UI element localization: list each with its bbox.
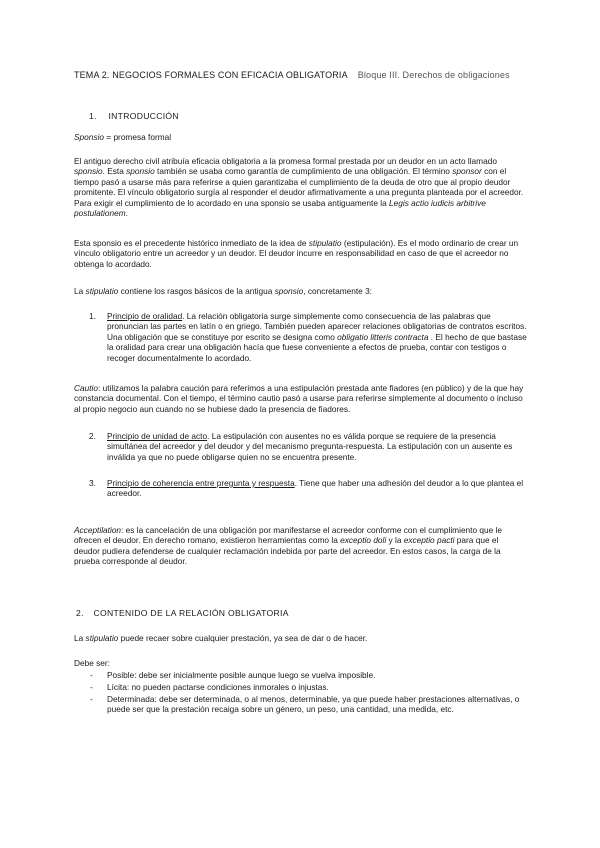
coherencia-text: . Tiene que haber una adhesión del deudor a lo que plantea el acreedor. <box>107 478 524 499</box>
list-dash: - <box>90 670 93 680</box>
p4-text-a: La <box>74 633 86 643</box>
list-item-coherencia <box>107 478 527 499</box>
p4-italic-stipulatio: stipulatio <box>85 633 119 643</box>
acceptilatio-italic-doli: exceptio doli <box>340 535 387 546</box>
list-item-oralidad <box>107 311 527 363</box>
list-item-unidad-acto <box>107 431 527 462</box>
p1-italic-sponsor: sponsor <box>452 166 482 177</box>
acceptilatio-term: Acceptilation <box>74 525 122 535</box>
p3-italic-stipulatio: stipulatio <box>85 286 119 296</box>
sponsio-term: Sponsio <box>74 132 104 142</box>
p4-text-c: puede recaer sobre cualquier prestación, ya sea de dar o de hacer. <box>118 633 368 643</box>
unidad-acto-text: . La estipulación con ausentes no es válida porque se requiere de la presencia simultánea del acreedor y del deudor y del mecanismo pregunta-respuesta. La estipulación con un ausente es inválida ya que no puede obligarse quien no se encuentra presente. <box>107 431 513 462</box>
section-1-heading <box>89 111 179 121</box>
p2-text-a: Esta sponsio es el precedente histórico inmediato de la idea de <box>74 238 309 248</box>
coherencia-title: Principio de coherencia entre pregunta y respuesta <box>107 478 295 488</box>
list-item-posible: Posible: debe ser inicialmente posible aunque luego se vuelva imposible. <box>107 670 376 680</box>
section-2-heading <box>76 608 289 618</box>
oralidad-title: Principio de oralidad <box>107 311 183 321</box>
acceptilatio-text-a: : es la cancelación de una obligación por manifestarse el acreedor conforme con el cumplimiento que le ofrecen el deudor. En derecho romano, existieron herramientas como la <box>74 525 502 546</box>
section-1-title: INTRODUCCIÓN <box>108 111 179 121</box>
p1-text-e: también se usaba como garantía de cumplimiento de una obligación. El término <box>154 166 453 177</box>
acceptilatio-text-e: para que el deudor pudiera defenderse de cualquier reclamación indebida por parte del acreedor. En estos casos, la carga de la prueba corresponde al deudor. <box>74 535 501 567</box>
page-header <box>74 70 510 80</box>
paragraph-stipulatio <box>74 238 526 269</box>
unidad-acto-title: Principio de unidad de acto <box>107 431 208 441</box>
oralidad-italic: obligatio litteris contracta <box>337 331 429 342</box>
cautio-text: : utilizamos la palabra caución para referimos a una estipulación prestada ante fiadores (en público) y de la que hay constancia documental. Con el tiempo, el término cautio pasó a usarse para referirse simplemente al documento o incluso al propio negocio aun cuando no se hubiese dado la presencia de fiadores. <box>74 383 524 414</box>
p2-italic-stipulatio: stipulatio <box>308 238 342 248</box>
p1-italic-sponsio-2: sponsio <box>126 166 155 177</box>
acceptilatio-text-c: y la <box>386 535 404 546</box>
oralidad-text-a: . La relación obligatoria surge simplemente como consecuencia de las palabras que pronuncian las partes en latín o en griego. También pueden aparecer relaciones obligatorias de contratos escritos. Una obligación que se constituye por escrito se designa como <box>107 311 527 342</box>
p1-text-a: El antiguo derecho civil atribuía eficacia obligatoria a la promesa formal prestada por un deudor en un acto llamado <box>74 156 497 166</box>
paragraph-rasgos <box>74 286 526 296</box>
acceptilatio-italic-pacti: exceptio pacti <box>403 535 455 546</box>
paragraph-prestacion <box>74 633 526 643</box>
oralidad-text-c: . El hecho de que bastase la oralidad para crear una obligación hacía que fuese conveniente a efectos de prueba, contar con testigos o recoger documentalmente lo acordado. <box>107 331 527 363</box>
list-dash: - <box>90 694 93 704</box>
list-item-number-2: 2. <box>89 431 96 441</box>
list-item-number-1: 1. <box>89 311 96 321</box>
p1-text-g: con el tiempo pasó a usarse más para referirse a quien garantizaba el cumplimiento de la deuda de otro que al propio deudor promitente. El vínculo obligatorio surgía al responder el deudor afirmativamente a una pregunta planteada por el acreedor. Para exigir el cumplimiento de lo acordado en una sponsio se usaba antiguamente la <box>74 166 524 208</box>
sponsio-definition <box>74 132 526 142</box>
paragraph-acceptilatio <box>74 525 526 567</box>
sponsio-meaning: = promesa formal <box>103 132 172 142</box>
section-2-number: 2. <box>76 608 84 618</box>
p1-italic-sponsio: sponsio <box>74 166 103 177</box>
list-item-determinada: Determinada: debe ser determinada, o al menos, determinable, ya que puede haber prestaciones alternativas, o puede ser que la prestación recaiga sobre un género, un peso, una cantidad, una medida, etc. <box>107 694 520 715</box>
cautio-term: Cautio <box>74 383 98 393</box>
paragraph-sponsio <box>74 156 526 218</box>
p3-text-c: contiene los rasgos básicos de la antigua <box>118 286 275 296</box>
p1-text-i: . <box>125 208 128 219</box>
p3-text-a: La <box>74 286 86 296</box>
debe-ser-label: Debe ser: <box>74 658 110 668</box>
p3-italic-sponsio: sponsio <box>274 286 304 296</box>
header-title: TEMA 2. NEGOCIOS FORMALES CON EFICACIA OBLIGATORIA <box>74 70 348 80</box>
p1-text-c: . Esta <box>102 166 127 177</box>
list-item-licita: Lícita: no pueden pactarse condiciones inmorales o injustas. <box>107 682 329 692</box>
p1-italic-legis-actio: Legis actio iudicis arbitrive postulationem <box>74 197 486 219</box>
paragraph-cautio <box>74 383 526 414</box>
section-2-title: CONTENIDO DE LA RELACIÓN OBLIGATORIA <box>93 608 289 618</box>
list-item-number-3: 3. <box>89 478 96 488</box>
section-1-number: 1. <box>89 111 97 121</box>
p3-text-e: , concretamente 3: <box>303 286 372 296</box>
list-dash: - <box>90 682 93 692</box>
header-subtitle: Bloque III. Derechos de obligaciones <box>357 70 510 80</box>
p2-text-c: (estipulación). Es el modo ordinario de crear un vínculo obligatorio entre un acreedor y un deudor. El deudor incurre en responsabilidad en caso de que el acreedor no obtenga lo acordado. <box>74 238 519 269</box>
